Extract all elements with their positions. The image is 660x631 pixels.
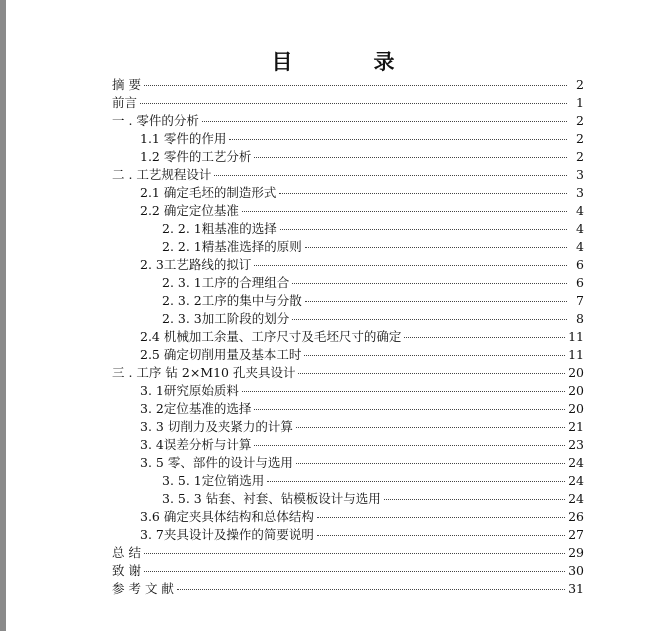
toc-leader [267, 481, 565, 482]
toc-label: 2.2 确定定位基准 [140, 203, 239, 218]
toc-leader [254, 157, 567, 158]
toc-label: 2.4 机械加工余量、工序尺寸及毛坯尺寸的确定 [140, 329, 402, 344]
toc-row-2-2-1a [162, 220, 584, 238]
toc-leader [317, 535, 565, 536]
toc-row-2-2-1b [162, 238, 584, 256]
toc-leader [305, 247, 567, 248]
toc-label: 3. 5 零、部件的设计与选用 [140, 455, 293, 470]
toc-page-number: 11 [568, 347, 584, 362]
toc-leader [242, 211, 567, 212]
toc-row-chapter-2 [112, 166, 584, 184]
toc-row-abstract [112, 76, 584, 94]
toc-leader [214, 175, 567, 176]
toc-label: 三 . 工序 钻 2×M10 孔夹具设计 [112, 365, 296, 380]
toc-row-3-7 [140, 526, 584, 544]
toc-row-1-1 [140, 130, 584, 148]
toc-page-number: 23 [568, 437, 584, 452]
toc-leader [404, 337, 565, 338]
toc-label: 2.1 确定毛坯的制造形式 [140, 185, 277, 200]
toc-leader [254, 265, 567, 266]
toc-row-3-4 [140, 436, 584, 454]
toc-label: 3. 5. 1定位销选用 [162, 473, 265, 488]
toc-row-preface [112, 94, 584, 112]
toc-leader [177, 589, 565, 590]
toc-row-chapter-1 [112, 112, 584, 130]
toc-label: 3. 7夹具设计及操作的简要说明 [140, 527, 314, 542]
toc-page-number: 20 [568, 365, 584, 380]
toc-page-number: 4 [576, 239, 584, 254]
toc-label: 1.2 零件的工艺分析 [140, 149, 252, 164]
toc-page-number: 3 [576, 167, 584, 182]
toc-label: 2. 3. 2工序的集中与分散 [162, 293, 302, 308]
toc-row-2-3-2 [162, 292, 584, 310]
toc-page-number: 3 [576, 185, 584, 200]
toc-leader [202, 121, 567, 122]
toc-label: 二 . 工艺规程设计 [112, 167, 212, 182]
toc-label: 2. 2. 1精基准选择的原则 [162, 239, 302, 254]
toc-label: 3.6 确定夹具体结构和总体结构 [140, 509, 314, 524]
toc-page-number: 27 [568, 527, 584, 542]
toc-row-chapter-3 [112, 364, 584, 382]
toc-page-number: 24 [568, 491, 584, 506]
toc-label: 2. 3工艺路线的拟订 [140, 257, 252, 272]
toc-page-number: 11 [568, 329, 584, 344]
toc-row-3-5-3 [162, 490, 584, 508]
toc-page-number: 30 [568, 563, 584, 578]
toc-page-number: 20 [568, 383, 584, 398]
toc-row-3-6 [140, 508, 584, 526]
toc-page-number: 2 [576, 113, 584, 128]
toc-label: 2. 3. 1工序的合理组合 [162, 275, 290, 290]
toc-page-number: 2 [576, 77, 584, 92]
toc-label: 2.5 确定切削用量及基本工时 [140, 347, 302, 362]
toc-page-number: 20 [568, 401, 584, 416]
toc-row-3-5 [140, 454, 584, 472]
toc-row-1-2 [140, 148, 584, 166]
toc-page-number: 4 [576, 203, 584, 218]
toc-page-number: 2 [576, 131, 584, 146]
toc-label: 参 考 文 献 [112, 581, 174, 596]
toc-row-2-3-3 [162, 310, 584, 328]
toc-row-summary [112, 544, 584, 562]
toc-leader [242, 391, 565, 392]
toc-leader [305, 301, 567, 302]
toc-page-number: 29 [568, 545, 584, 560]
toc-row-2-1 [140, 184, 584, 202]
toc-row-3-1 [140, 382, 584, 400]
toc-page-number: 6 [576, 275, 584, 290]
toc-label: 3. 3 切削力及夹紧力的计算 [140, 419, 293, 434]
toc-leader [317, 517, 565, 518]
toc-leader [384, 499, 565, 500]
toc-row-2-4 [140, 328, 584, 346]
toc-label: 3. 2定位基准的选择 [140, 401, 252, 416]
toc-label: 1.1 零件的作用 [140, 131, 227, 146]
page-title: 目 录 [271, 50, 425, 74]
toc-row-3-5-1 [162, 472, 584, 490]
toc-leader [140, 103, 567, 104]
toc-leader [280, 229, 567, 230]
toc-row-2-3-1 [162, 274, 584, 292]
toc-page-number: 7 [576, 293, 584, 308]
toc-row-2-5 [140, 346, 584, 364]
toc-leader [279, 193, 567, 194]
toc-page-number: 24 [568, 455, 584, 470]
toc-label: 3. 5. 3 钻套、衬套、钻模板设计与选用 [162, 491, 381, 506]
toc-leader [144, 85, 567, 86]
toc-row-2-2 [140, 202, 584, 220]
toc-page-number: 6 [576, 257, 584, 272]
toc-leader [144, 571, 565, 572]
toc-leader [304, 355, 565, 356]
toc-leader [254, 445, 565, 446]
toc-row-3-2 [140, 400, 584, 418]
toc-leader [229, 139, 567, 140]
toc-leader [296, 463, 565, 464]
toc-page-number: 24 [568, 473, 584, 488]
toc-leader [292, 283, 567, 284]
toc-page-number: 31 [568, 581, 584, 596]
toc-row-acknowledgements [112, 562, 584, 580]
toc-row-references [112, 580, 584, 598]
toc-row-3-3 [140, 418, 584, 436]
toc-label: 前言 [112, 95, 138, 110]
toc-label: 一 . 零件的分析 [112, 113, 199, 128]
toc-page-number: 2 [576, 149, 584, 164]
toc-label: 3. 4误差分析与计算 [140, 437, 252, 452]
table-of-contents [6, 0, 660, 631]
toc-leader [144, 553, 565, 554]
toc-page-number: 1 [576, 95, 584, 110]
toc-label: 摘 要 [112, 77, 141, 92]
toc-page-number: 26 [568, 509, 584, 524]
toc-leader [254, 409, 565, 410]
toc-label: 2. 2. 1粗基准的选择 [162, 221, 277, 236]
toc-page-number: 21 [568, 419, 584, 434]
toc-leader [292, 319, 567, 320]
toc-label: 致 谢 [112, 563, 141, 578]
toc-leader [296, 427, 565, 428]
toc-label: 总 结 [112, 545, 141, 560]
toc-page-number: 8 [576, 311, 584, 326]
toc-leader [298, 373, 565, 374]
toc-row-2-3 [140, 256, 584, 274]
toc-label: 2. 3. 3加工阶段的划分 [162, 311, 290, 326]
toc-label: 3. 1研究原始质料 [140, 383, 239, 398]
toc-page-number: 4 [576, 221, 584, 236]
document-page [6, 0, 660, 631]
